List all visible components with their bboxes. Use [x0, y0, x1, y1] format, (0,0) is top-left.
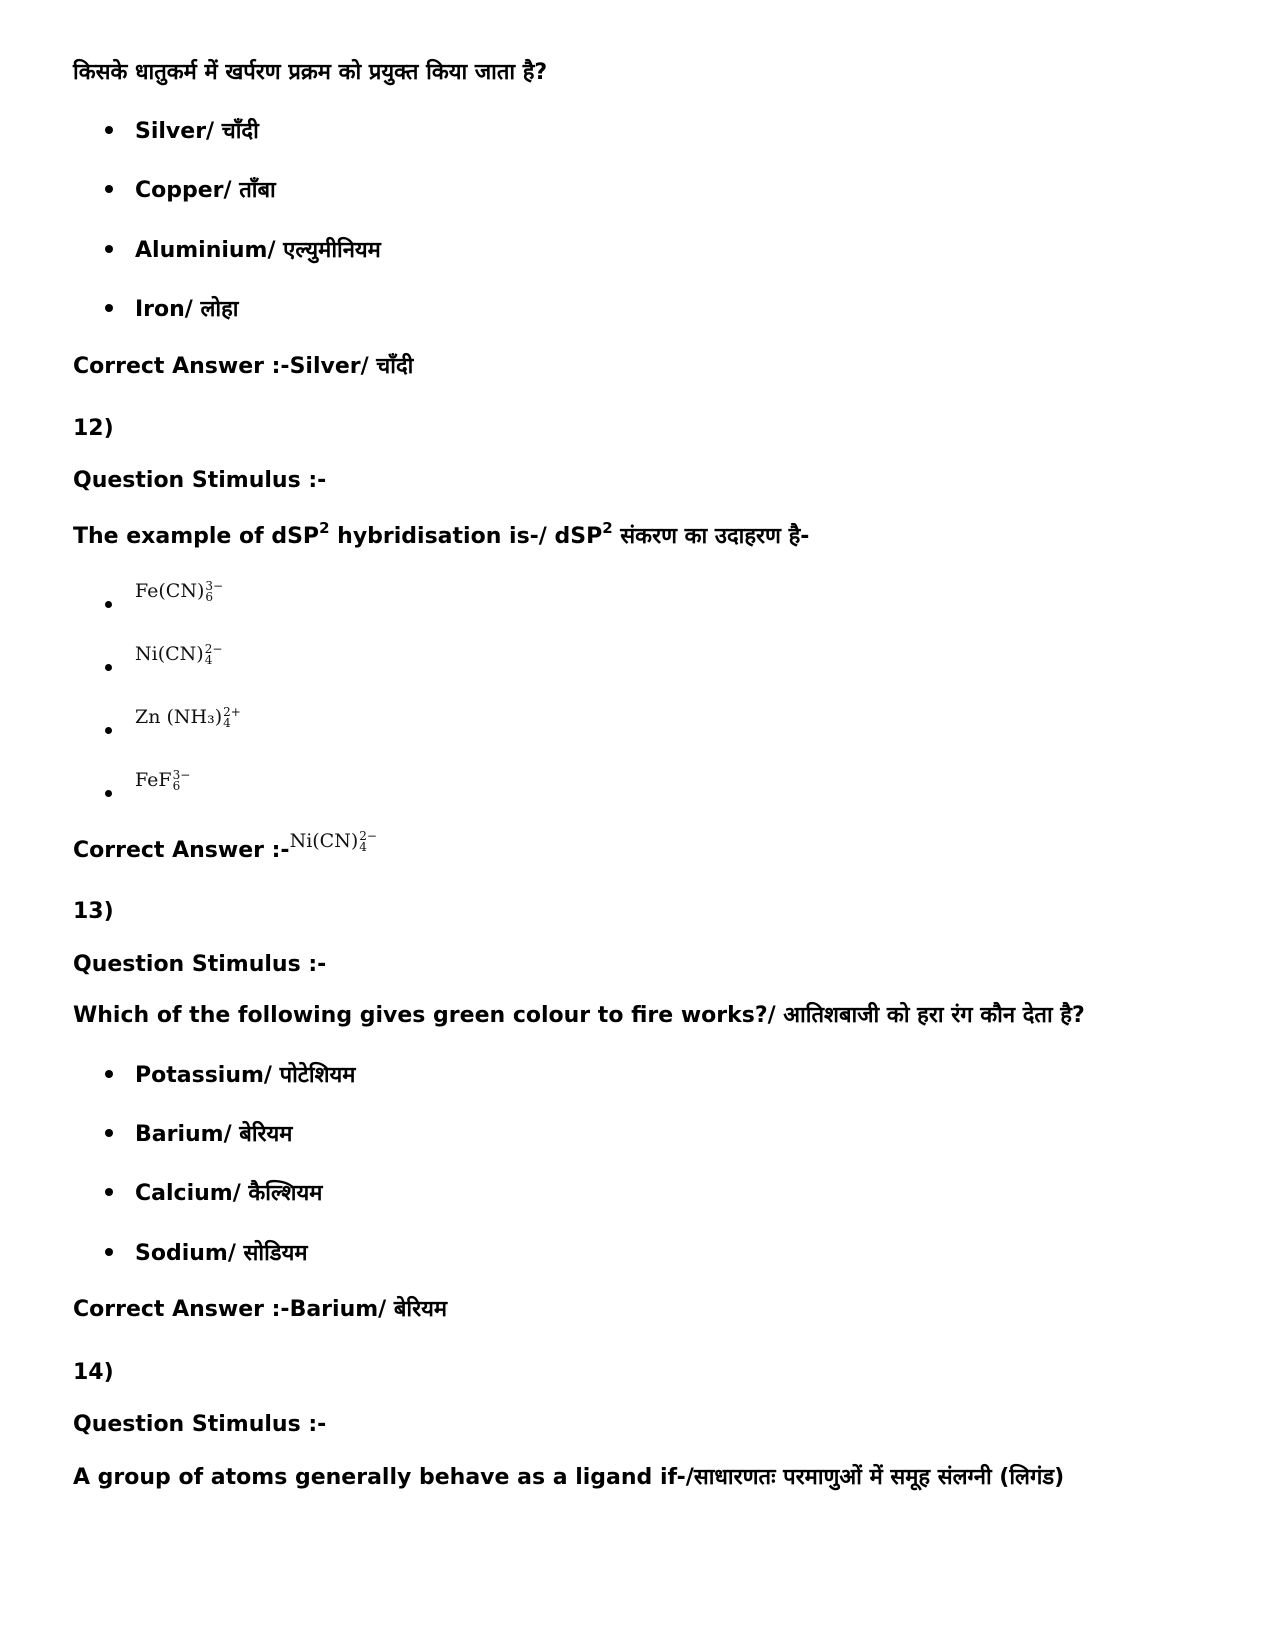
q13-stimulus-label: Question Stimulus :- — [73, 952, 327, 977]
formula-sup: 2+ — [223, 705, 241, 719]
bullet-icon — [105, 1248, 113, 1256]
bullet-icon — [105, 727, 112, 734]
chem-formula — [135, 640, 222, 668]
formula-base: Fe(CN) — [135, 580, 205, 602]
q13-correct-answer — [73, 1295, 447, 1325]
q12-stimulus — [73, 519, 810, 553]
option-label: Calcium/ कैल्शियम — [135, 1181, 323, 1206]
formula-sup: 3− — [172, 768, 191, 782]
stimulus-text: संकरण का उदाहरण है- — [612, 524, 810, 549]
bullet-icon — [105, 1129, 113, 1137]
formula-scripts — [359, 831, 377, 853]
chem-formula — [135, 577, 223, 605]
option-label: Potassium/ पोटेशियम — [135, 1063, 356, 1088]
q14-number: 14) — [73, 1360, 114, 1385]
option-label: Iron/ लोहा — [135, 297, 239, 322]
formula-sup: 2− — [204, 642, 223, 656]
formula-base: Ni(CN) — [289, 830, 359, 852]
q11-option-3 — [105, 236, 381, 266]
q12-correct-answer — [73, 829, 377, 866]
formula-base: Ni(CN) — [135, 643, 204, 665]
formula-sub: 4 — [359, 840, 367, 854]
bullet-icon — [105, 601, 112, 608]
formula-sup: 3− — [205, 579, 224, 593]
chem-formula — [135, 703, 241, 731]
stimulus-text: The example of dSP — [73, 524, 320, 549]
bullet-icon — [105, 664, 112, 671]
q11-stimulus: किसके धातुकर्म में खर्परण प्रक्रम को प्रयुक्त किया जाता है? — [73, 60, 548, 85]
bullet-icon — [105, 304, 113, 312]
q12-stimulus-label: Question Stimulus :- — [73, 468, 327, 493]
q13-number: 13) — [73, 899, 114, 924]
option-label: Barium/ बेरियम — [135, 1122, 293, 1147]
formula-scripts — [205, 644, 223, 666]
answer-label: Correct Answer :- — [73, 1297, 290, 1322]
q11-option-1 — [105, 117, 259, 147]
answer-formula — [290, 826, 377, 856]
q13-stimulus: Which of the following gives green colour to fire works?/ आतिशबाजी को हरा रंग कौन देता है? — [73, 1003, 1085, 1028]
formula-scripts — [205, 581, 223, 603]
q14-stimulus: A group of atoms generally behave as a ligand if-/साधारणतः परमाणुओं में समूह संलग्नी (लिगंड) — [73, 1465, 1065, 1490]
q11-option-4 — [105, 295, 239, 325]
formula-sup: 2− — [359, 829, 377, 843]
option-label: Sodium/ सोडियम — [135, 1241, 308, 1266]
option-label: Aluminium/ एल्युमीनियम — [135, 238, 381, 263]
bullet-icon — [105, 185, 113, 193]
bullet-icon — [105, 790, 112, 797]
q11-correct-answer — [73, 352, 413, 382]
q14-stimulus-label: Question Stimulus :- — [73, 1412, 327, 1437]
q13-option-2 — [105, 1120, 292, 1150]
bullet-icon — [105, 1188, 113, 1196]
option-label: Copper/ ताँबा — [135, 178, 276, 203]
formula-base: Zn (NH₃) — [135, 706, 223, 728]
formula-sub: 4 — [204, 653, 213, 667]
chem-formula — [135, 766, 190, 794]
q13-option-1 — [105, 1061, 355, 1091]
q12-number: 12) — [73, 416, 114, 441]
answer-value: Silver/ चाँदी — [289, 354, 414, 379]
superscript: 2 — [319, 519, 330, 537]
option-label: Silver/ चाँदी — [135, 119, 259, 144]
formula-sub: 6 — [205, 590, 214, 604]
answer-value: Barium/ बेरियम — [289, 1297, 448, 1322]
formula-base: FeF — [135, 769, 172, 791]
q11-option-2 — [105, 176, 276, 206]
q13-option-4 — [105, 1239, 307, 1269]
superscript: 2 — [602, 519, 613, 537]
formula-scripts — [223, 707, 241, 729]
stimulus-text: hybridisation is-/ dSP — [329, 524, 603, 549]
formula-sub: 4 — [223, 716, 231, 730]
q13-option-3 — [105, 1179, 322, 1209]
answer-label: Correct Answer :- — [73, 838, 290, 863]
bullet-icon — [105, 1070, 113, 1078]
formula-sub: 6 — [172, 779, 181, 793]
formula-scripts — [173, 770, 191, 792]
bullet-icon — [105, 126, 113, 134]
bullet-icon — [105, 245, 113, 253]
answer-label: Correct Answer :- — [73, 354, 290, 379]
